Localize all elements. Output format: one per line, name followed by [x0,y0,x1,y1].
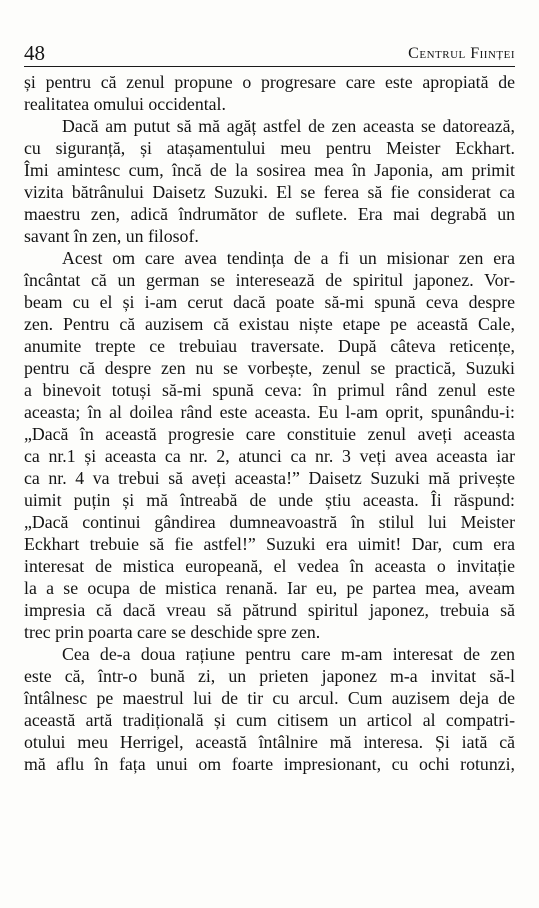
text-line: „Dacă continui gândirea dumneavoastră în stilul lui Meister [24,512,515,532]
text-line: cu siguranță, și atașamentului meu pentru Meister Eckhart. [24,138,515,158]
text-line: uimit puțin și mă întreabă de unde știu aceasta. Îi răspund: [24,490,515,510]
text-line: savant în zen, un filosof. [24,226,199,246]
text-line: interesat de mistica europeană, el vedea în aceasta o invitație [24,556,515,576]
paragraph [24,247,515,643]
paragraph [24,643,515,775]
text-line: Dacă am putut să mă agăț astfel de zen aceasta se datorează, [62,116,515,136]
text-line: realitatea omului occidental. [24,94,226,114]
text-line: aceasta; în al doilea rând este aceasta. Eu l-am oprit, spunându-i: [24,402,515,422]
page-number: 48 [24,41,45,65]
text-line: întâlnesc pe maestrul lui de tir cu arcul. Cum auzisem deja de [24,688,515,708]
text-line: beam cu el și i-am cerut dacă poate să-mi spună ceva despre [24,292,515,312]
text-line: Cea de-a doua rațiune pentru care m-am interesat de zen [62,644,515,664]
text-line: este că, într-o bună zi, un prieten japonez m-a invitat să-l [24,666,515,686]
paragraph [24,71,515,115]
body-text [24,71,515,775]
text-line: otului meu Herrigel, această întâlnire mă interesa. Și iată că [24,732,515,752]
text-line: această artă tradițională și cum citisem un articol al compatri- [24,710,515,730]
text-line: la a se ocupa de mistica renană. Iar eu, pe partea mea, aveam [24,578,515,598]
text-line: încântat că un german se interesează de spiritul japonez. Vor- [24,270,515,290]
text-line: ca nr. 4 va trebui să aveți aceasta!” Daisetz Suzuki mă privește [24,468,515,488]
text-line: vizita bătrânului Daisetz Suzuki. El se ferea să fie considerat ca [24,182,515,202]
text-line: zen. Pentru că auzisem că existau niște etape pe această Cale, [24,314,515,334]
text-line: maestru zen, adică îndrumător de suflete. Era mai degrabă un [24,204,515,224]
text-line: Îmi amintesc cum, încă de la sosirea mea în Japonia, am primit [24,160,515,180]
text-line: impresia că dacă vreau să pătrund spiritul japonez, trebuia să [24,600,515,620]
text-line: ca nr.1 și aceasta ca nr. 2, atunci ca nr. 3 veți avea aceasta iar [24,446,515,466]
text-line: Eckhart trebuie să fie astfel!” Suzuki era uimit! Dar, cum era [24,534,515,554]
text-line: mă aflu în fața unui om foarte impresionant, cu ochi rotunzi, [24,754,515,774]
running-title: Centrul Ființei [408,45,515,62]
text-line: a binevoit totuși să-mi spună ceva: în primul rând zenul este [24,380,515,400]
text-line: pentru că despre zen nu se vorbește, zenul se practică, Suzuki [24,358,515,378]
paragraph [24,115,515,247]
text-line: trec prin poarta care se deschide spre zen. [24,622,321,642]
text-line: anumite trepte ce trebuiau traversate. După câteva reticențe, [24,336,515,356]
text-line: Acest om care avea tendința de a fi un misionar zen era [62,248,515,268]
page-header [24,40,515,67]
text-line: și pentru că zenul propune o progresare care este apropiată de [24,72,515,92]
text-line: „Dacă în această progresie care constituie zenul aveți aceasta [24,424,515,444]
